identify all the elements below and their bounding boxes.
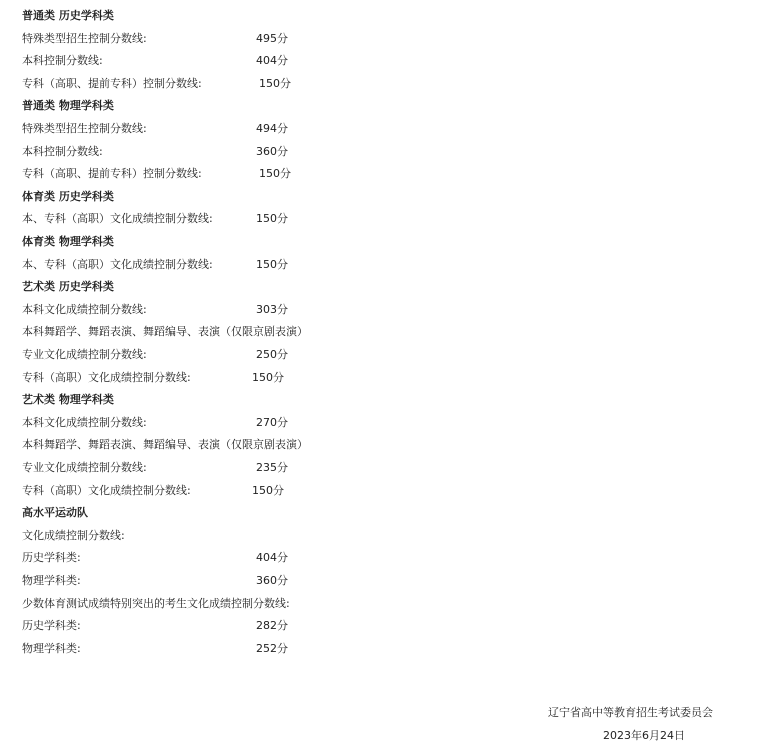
row-label: 本科文化成绩控制分数线:	[22, 302, 147, 316]
row-label: 本、专科（高职）文化成绩控制分数线:	[22, 212, 213, 226]
section-heading: 体育类 历史学科类	[22, 189, 114, 203]
row-label: 专业文化成绩控制分数线:	[22, 348, 147, 361]
row-label: 历史学科类:	[22, 619, 81, 633]
section-heading: 高水平运动队	[22, 506, 88, 520]
row-label: 本科文化成绩控制分数线:	[22, 415, 147, 429]
row-value: 235分	[256, 461, 288, 474]
row-label: 特殊类型招生控制分数线:	[22, 122, 147, 135]
row-value: 250分	[256, 348, 288, 361]
row-label: 少数体育测试成绩特别突出的考生文化成绩控制分数线:	[22, 596, 290, 610]
row-value: 270分	[256, 415, 288, 429]
row-label: 专科（高职）文化成绩控制分数线:	[22, 483, 191, 497]
row-value: 495分	[256, 31, 288, 45]
row-value: 360分	[256, 574, 288, 587]
row-value: 404分	[256, 551, 288, 565]
row-label: 本科控制分数线:	[22, 144, 103, 158]
row-label: 特殊类型招生控制分数线:	[22, 31, 147, 45]
row-value: 150分	[259, 167, 291, 181]
row-value: 494分	[256, 122, 288, 135]
row-label: 本科舞蹈学、舞蹈表演、舞蹈编导、表演（仅限京剧表演）	[22, 325, 308, 339]
section-heading: 普通类 物理学科类	[22, 99, 114, 113]
row-label: 物理学科类:	[22, 641, 81, 655]
row-label: 文化成绩控制分数线:	[22, 528, 125, 542]
row-value: 150分	[252, 483, 284, 497]
footer-date: 2023年6月24日	[603, 729, 685, 742]
row-label: 物理学科类:	[22, 574, 81, 587]
row-label: 专科（高职）文化成绩控制分数线:	[22, 370, 191, 384]
row-label: 专科（高职、提前专科）控制分数线:	[22, 76, 202, 90]
row-label: 本科控制分数线:	[22, 54, 103, 68]
section-heading: 艺术类 历史学科类	[22, 280, 114, 294]
footer-organization: 辽宁省高中等教育招生考试委员会	[548, 706, 713, 719]
row-label: 专科（高职、提前专科）控制分数线:	[22, 167, 202, 181]
row-label: 本科舞蹈学、舞蹈表演、舞蹈编导、表演（仅限京剧表演）	[22, 438, 308, 452]
row-value: 150分	[256, 257, 288, 271]
row-value: 150分	[259, 76, 291, 90]
row-value: 303分	[256, 302, 288, 316]
section-heading: 体育类 物理学科类	[22, 235, 114, 248]
section-heading: 艺术类 物理学科类	[22, 393, 114, 407]
row-value: 252分	[256, 641, 288, 655]
row-value: 150分	[256, 212, 288, 226]
row-label: 历史学科类:	[22, 551, 81, 565]
row-value: 360分	[256, 144, 288, 158]
row-value: 404分	[256, 54, 288, 68]
row-value: 282分	[256, 619, 288, 633]
row-label: 本、专科（高职）文化成绩控制分数线:	[22, 257, 213, 271]
section-heading: 普通类 历史学科类	[22, 9, 114, 22]
row-value: 150分	[252, 370, 284, 384]
row-label: 专业文化成绩控制分数线:	[22, 461, 147, 474]
